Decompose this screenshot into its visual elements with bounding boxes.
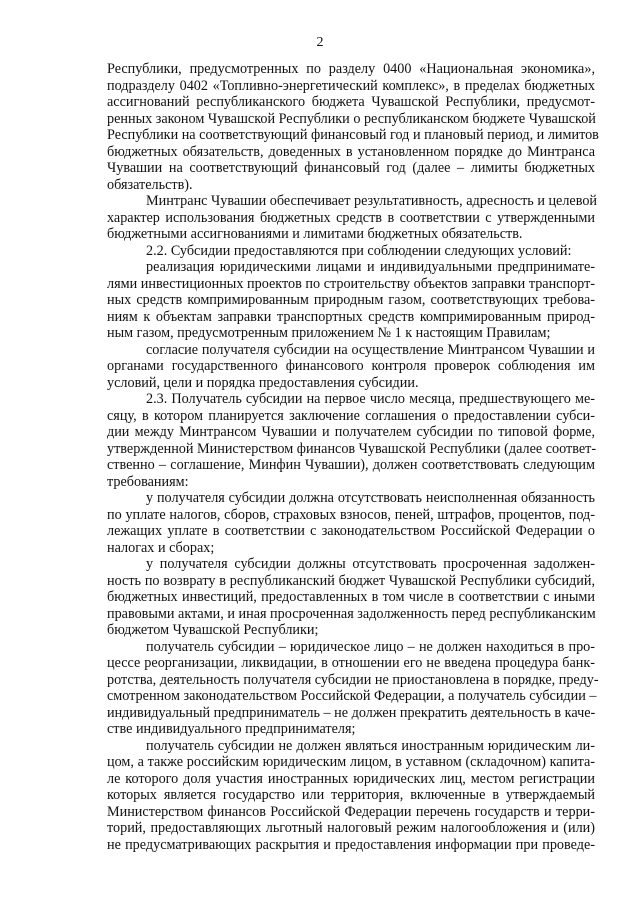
- text-line: ность по возврату в республиканский бюджет Чувашской Республики субсидий,: [107, 572, 595, 589]
- paragraph-2-2-conditions: [107, 243, 595, 260]
- text-line: условий, цели и порядка предоставления субсидии.: [107, 374, 419, 391]
- text-line: бюджетных инвестиций, предоставленных в том числе в соответствии с иными: [107, 589, 595, 605]
- document-body: [107, 61, 599, 853]
- text-line: цом, а также российским юридическим лицом, в уставном (складочном) капита-: [107, 754, 595, 770]
- text-line: налогах и сборах;: [107, 539, 215, 556]
- text-line: не предусматривающих раскрытия и предоставления информации при проведе-: [107, 836, 595, 853]
- text-line: смотренном законодательством Российской Федерации, а получатель субсидии –: [107, 688, 597, 704]
- text-line: ниям к объектам заправки транспортных средств компримированным природ-: [107, 308, 595, 325]
- text-line: согласие получателя субсидии на осуществление Минтрансом Чувашии и: [146, 341, 595, 358]
- text-line: органами государственного финансового контроля проверок соблюдения им: [107, 358, 595, 374]
- text-line: которых является государство или территория, включенные в утверждаемый: [107, 787, 595, 803]
- text-line: обязательств).: [107, 176, 193, 193]
- paragraph-mintrans-ensures: [107, 193, 598, 243]
- paragraph-no-reorganization: [107, 638, 599, 738]
- text-line: Минтранс Чувашии обеспечивает результативность, адресность и целевой: [146, 193, 598, 209]
- paragraph-no-tax-arrears: [107, 490, 595, 556]
- text-line: ным газом, предусмотренным приложением № 1 к настоящим Правилам;: [107, 325, 551, 341]
- text-line: дии между Минтрансом Чувашии и получателем субсидии по типовой форме,: [107, 424, 595, 440]
- text-line: правовыми актами, и иная просроченная задолженность перед республиканским: [107, 605, 596, 622]
- text-line: у получателя субсидии должна отсутствовать неисполненная обязанность: [146, 490, 595, 506]
- text-line: ных средств компримированным природным газом, соответствующих требова-: [107, 292, 595, 308]
- text-line: у получателя субсидии должны отсутствовать просроченная задолжен-: [146, 556, 595, 572]
- paragraph-no-overdue-debt: [107, 556, 595, 639]
- paragraph-recipient-consent: [107, 342, 595, 392]
- paragraph-not-foreign-entity: [107, 738, 595, 854]
- text-line: ассигнований республиканского бюджета Чувашской Республики, предусмот-: [107, 94, 595, 110]
- text-line: по уплате налогов, сборов, страховых взносов, пеней, штрафов, процентов, под-: [107, 506, 595, 523]
- text-line: подразделу 0402 «Топливно-энергетический комплекс», в пределах бюджетных: [107, 77, 595, 94]
- text-line: ственно – соглашение, Минфин Чувашии), должен соответствовать следующим: [107, 457, 595, 473]
- text-line: Министерством финансов Российской Федерации перечень государств и терри-: [107, 803, 595, 820]
- paragraph-project-implementation: [107, 259, 595, 342]
- text-line: лежащих уплате в соответствии с законодательством Российской Федерации о: [107, 523, 595, 539]
- text-line: получатель субсидии – юридическое лицо – не должен находиться в про-: [146, 638, 595, 655]
- text-line: ренных законом Чувашской Республики о республиканском бюджете Чувашской: [107, 110, 596, 127]
- text-line: Республики, предусмотренных по разделу 0400 «Национальная экономика»,: [107, 61, 595, 77]
- text-line: стве индивидуального предпринимателя;: [107, 721, 356, 737]
- text-line: индивидуальный предприниматель – не должен прекратить деятельность в каче-: [107, 704, 596, 721]
- text-line: характер использования бюджетных средств в соответствии с утвержденными: [107, 209, 595, 226]
- paragraph-budget-allocations: [107, 61, 599, 193]
- text-line: бюджетных обязательств, доведенных в установленном порядке до Минтранса: [107, 143, 595, 160]
- text-line: получатель субсидии не должен являться иностранным юридическим ли-: [146, 737, 595, 754]
- text-line: лями инвестиционных проектов по строительству объектов заправки транспорт-: [107, 275, 595, 292]
- text-line: бюджетными ассигнованиями и лимитами бюджетных обязательств.: [107, 226, 523, 242]
- text-line: утвержденной Министерством финансов Чувашской Республики (далее соответ-: [107, 440, 597, 457]
- text-line: Республики на соответствующий финансовый год и плановый период, и лимитов: [107, 127, 599, 143]
- text-line: бюджетом Чувашской Республики;: [107, 622, 319, 638]
- page-number: 2: [316, 35, 324, 50]
- text-line: реализация юридическими лицами и индивидуальными предпринимате-: [146, 259, 595, 275]
- text-line: ротства, деятельность получателя субсидии не приостановлена в порядке, преду-: [107, 671, 599, 688]
- text-line: требованиям:: [107, 473, 189, 490]
- text-line: 2.3. Получатель субсидии на первое число месяца, предшествующего ме-: [146, 391, 595, 407]
- text-line: сяцу, в котором планируется заключение соглашения о предоставлении субси-: [107, 407, 595, 424]
- text-line: ле которого доля участия иностранных юридических лиц, местом регистрации: [107, 770, 595, 787]
- text-line: торий, предоставляющих льготный налоговый режим налогообложения и (или): [107, 820, 595, 836]
- paragraph-2-3-requirements: [107, 391, 595, 490]
- text-line: Чувашии на соответствующий финансовый год (далее – лимиты бюджетных: [107, 160, 595, 176]
- text-line: 2.2. Субсидии предоставляются при соблюдении следующих условий:: [146, 242, 572, 259]
- text-line: цессе реорганизации, ликвидации, в отношении его не введена процедура банк-: [107, 655, 595, 671]
